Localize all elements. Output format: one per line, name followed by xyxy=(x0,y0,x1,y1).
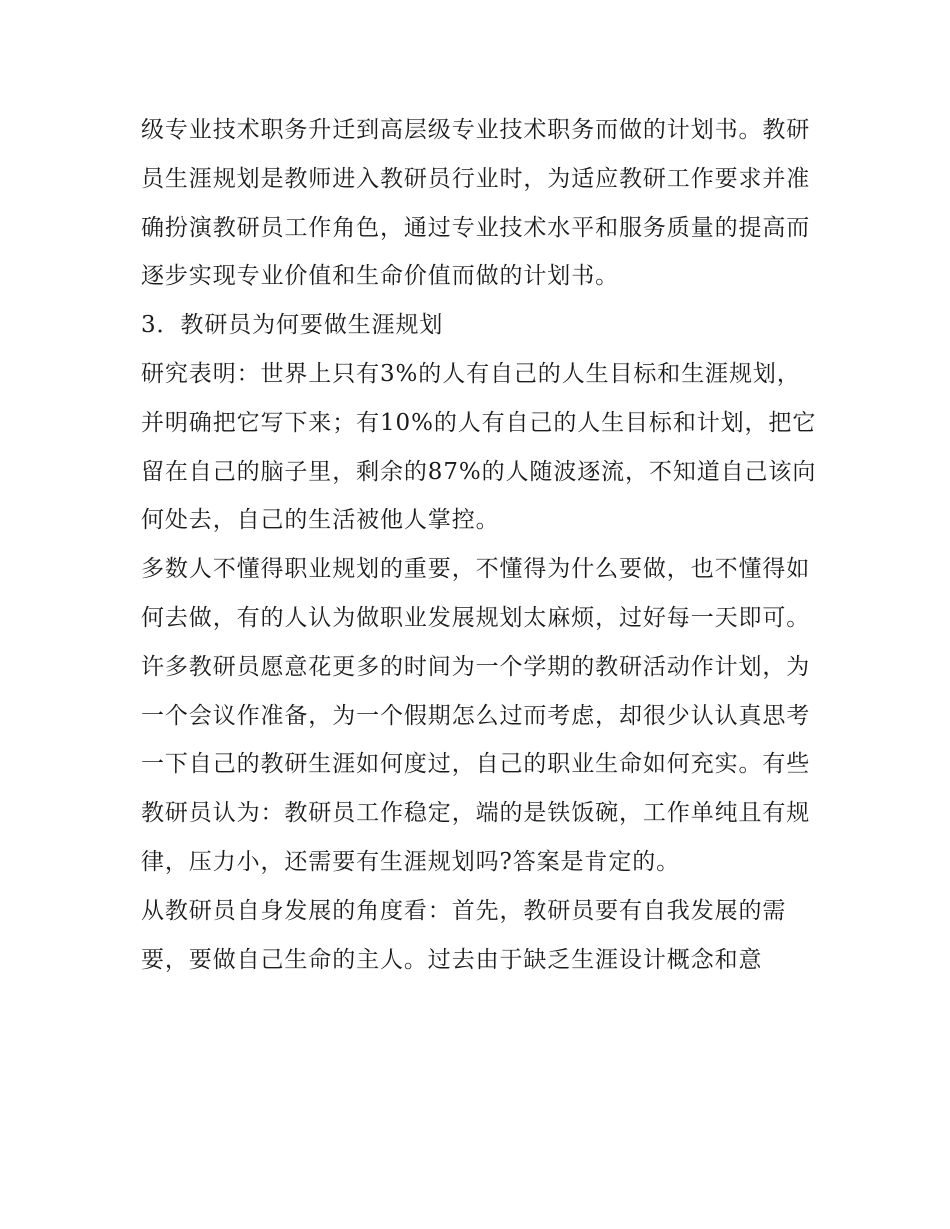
paragraph-research: 研究表明：世界上只有3%的人有自己的人生目标和生涯规划，并明确把它写下来；有10%的人有自己的人生目标和计划，把它留在自己的脑子里，剩余的87%的人随波逐流，不知道自己该向何处去，自己的生活被他人掌控。 xyxy=(141,360,817,534)
paragraph-self-development: 从教研员自身发展的角度看：首先，教研员要有自我发展的需要，要做自己生命的主人。过去由于缺乏生涯设计概念和意 xyxy=(141,897,787,973)
paragraph-importance: 多数人不懂得职业规划的重要，不懂得为什么要做，也不懂得如何去做，有的人认为做职业发展规划太麻烦，过好每一天即可。 xyxy=(141,556,811,631)
paragraph-definition: 级专业技术职务升迁到高层级专业技术职务而做的计划书。教研员生涯规划是教师进入教研员行业时，为适应教研工作要求并准确扮演教研员工作角色，通过专业技术水平和服务质量的提高而逐步实现专业价值和生命价值而做的计划书。 xyxy=(141,117,811,290)
paragraph-planning: 许多教研员愿意花更多的时间为一个学期的教研活动作计划，为一个会议作准备，为一个假期怎么过而考虑，却很少认认真思考一下自己的教研生涯如何度过，自己的职业生命如何充实。有些教研员认为：教研员工作稳定，端的是铁饭碗，工作单纯且有规律，压力小，还需要有生涯规划吗?答案是肯定的。 xyxy=(141,653,811,875)
section-heading: 3．教研员为何要做生涯规划 xyxy=(141,312,444,339)
document-body xyxy=(141,106,821,984)
